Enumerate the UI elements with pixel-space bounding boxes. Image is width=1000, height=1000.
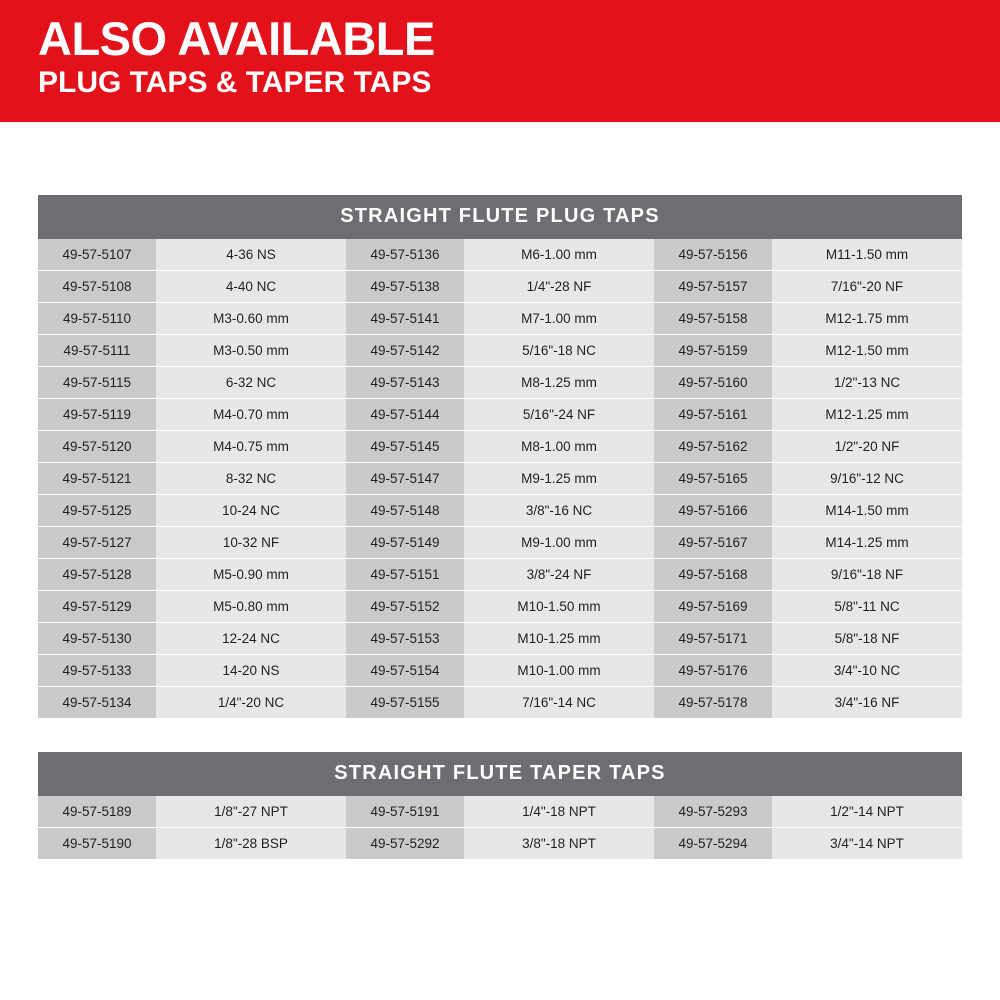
desc-cell: 14-20 NS: [156, 655, 346, 687]
desc-cell: M5-0.80 mm: [156, 591, 346, 623]
sku-cell: 49-57-5107: [38, 239, 156, 271]
sku-cell: 49-57-5159: [654, 335, 772, 367]
desc-cell: M12-1.75 mm: [772, 303, 962, 335]
sku-cell: 49-57-5178: [654, 687, 772, 719]
desc-cell: 10-32 NF: [156, 527, 346, 559]
desc-cell: M14-1.50 mm: [772, 495, 962, 527]
sku-cell: 49-57-5152: [346, 591, 464, 623]
sku-cell: 49-57-5111: [38, 335, 156, 367]
sku-cell: 49-57-5168: [654, 559, 772, 591]
desc-cell: M11-1.50 mm: [772, 239, 962, 271]
table-row: [38, 335, 962, 367]
sku-cell: 49-57-5148: [346, 495, 464, 527]
desc-cell: 3/8"-18 NPT: [464, 828, 654, 860]
desc-cell: 5/8"-11 NC: [772, 591, 962, 623]
desc-cell: 12-24 NC: [156, 623, 346, 655]
page-subtitle: PLUG TAPS & TAPER TAPS: [38, 66, 432, 99]
sku-cell: 49-57-5176: [654, 655, 772, 687]
desc-cell: 1/2"-14 NPT: [772, 796, 962, 828]
desc-cell: 9/16"-18 NF: [772, 559, 962, 591]
plug-taps-table-title: STRAIGHT FLUTE PLUG TAPS: [38, 195, 962, 239]
sku-cell: 49-57-5167: [654, 527, 772, 559]
table-row: [38, 303, 962, 335]
desc-cell: 5/16"-18 NC: [464, 335, 654, 367]
desc-cell: M3-0.50 mm: [156, 335, 346, 367]
sku-cell: 49-57-5121: [38, 463, 156, 495]
sku-cell: 49-57-5153: [346, 623, 464, 655]
desc-cell: 1/8"-28 BSP: [156, 828, 346, 860]
sku-cell: 49-57-5151: [346, 559, 464, 591]
sku-cell: 49-57-5119: [38, 399, 156, 431]
sku-cell: 49-57-5190: [38, 828, 156, 860]
sku-cell: 49-57-5134: [38, 687, 156, 719]
desc-cell: M8-1.25 mm: [464, 367, 654, 399]
desc-cell: 1/4"-28 NF: [464, 271, 654, 303]
sku-cell: 49-57-5144: [346, 399, 464, 431]
sku-cell: 49-57-5169: [654, 591, 772, 623]
tables-container: [0, 195, 1000, 859]
table-row: [38, 431, 962, 463]
sku-cell: 49-57-5161: [654, 399, 772, 431]
taper-taps-table-body: [38, 796, 962, 859]
desc-cell: M4-0.75 mm: [156, 431, 346, 463]
table-row: [38, 239, 962, 271]
table-row: [38, 399, 962, 431]
desc-cell: 1/2"-20 NF: [772, 431, 962, 463]
desc-cell: 3/4"-14 NPT: [772, 828, 962, 860]
sku-cell: 49-57-5165: [654, 463, 772, 495]
desc-cell: 5/16"-24 NF: [464, 399, 654, 431]
desc-cell: M12-1.25 mm: [772, 399, 962, 431]
sku-cell: 49-57-5292: [346, 828, 464, 860]
sku-cell: 49-57-5130: [38, 623, 156, 655]
sku-cell: 49-57-5162: [654, 431, 772, 463]
desc-cell: 1/4"-18 NPT: [464, 796, 654, 828]
desc-cell: 3/4"-10 NC: [772, 655, 962, 687]
sku-cell: 49-57-5294: [654, 828, 772, 860]
desc-cell: 1/2"-13 NC: [772, 367, 962, 399]
table-row: [38, 828, 962, 860]
table-row: [38, 271, 962, 303]
sku-cell: 49-57-5157: [654, 271, 772, 303]
desc-cell: M4-0.70 mm: [156, 399, 346, 431]
desc-cell: M10-1.25 mm: [464, 623, 654, 655]
desc-cell: M6-1.00 mm: [464, 239, 654, 271]
desc-cell: M7-1.00 mm: [464, 303, 654, 335]
header-banner: [0, 0, 1000, 122]
sku-cell: 49-57-5154: [346, 655, 464, 687]
desc-cell: 7/16"-20 NF: [772, 271, 962, 303]
plug-taps-table-body: [38, 239, 962, 718]
desc-cell: M8-1.00 mm: [464, 431, 654, 463]
sku-cell: 49-57-5191: [346, 796, 464, 828]
desc-cell: 10-24 NC: [156, 495, 346, 527]
sku-cell: 49-57-5293: [654, 796, 772, 828]
desc-cell: 3/8"-24 NF: [464, 559, 654, 591]
sku-cell: 49-57-5127: [38, 527, 156, 559]
page-title: ALSO AVAILABLE: [38, 12, 435, 65]
sku-cell: 49-57-5129: [38, 591, 156, 623]
desc-cell: M9-1.00 mm: [464, 527, 654, 559]
sku-cell: 49-57-5138: [346, 271, 464, 303]
table-row: [38, 687, 962, 719]
sku-cell: 49-57-5145: [346, 431, 464, 463]
sku-cell: 49-57-5155: [346, 687, 464, 719]
sku-cell: 49-57-5143: [346, 367, 464, 399]
desc-cell: M10-1.50 mm: [464, 591, 654, 623]
desc-cell: 1/4"-20 NC: [156, 687, 346, 719]
sku-cell: 49-57-5141: [346, 303, 464, 335]
sku-cell: 49-57-5166: [654, 495, 772, 527]
table-row: [38, 591, 962, 623]
table-row: [38, 527, 962, 559]
desc-cell: 5/8"-18 NF: [772, 623, 962, 655]
plug-taps-table: [38, 239, 962, 718]
taper-taps-table-block: [38, 752, 962, 859]
sku-cell: 49-57-5115: [38, 367, 156, 399]
table-row: [38, 367, 962, 399]
desc-cell: 4-40 NC: [156, 271, 346, 303]
sku-cell: 49-57-5108: [38, 271, 156, 303]
desc-cell: M14-1.25 mm: [772, 527, 962, 559]
desc-cell: 1/8"-27 NPT: [156, 796, 346, 828]
desc-cell: M12-1.50 mm: [772, 335, 962, 367]
table-row: [38, 623, 962, 655]
sku-cell: 49-57-5128: [38, 559, 156, 591]
table-row: [38, 655, 962, 687]
sku-cell: 49-57-5142: [346, 335, 464, 367]
desc-cell: 7/16"-14 NC: [464, 687, 654, 719]
table-row: [38, 495, 962, 527]
desc-cell: 4-36 NS: [156, 239, 346, 271]
taper-taps-table: [38, 796, 962, 859]
sku-cell: 49-57-5120: [38, 431, 156, 463]
sku-cell: 49-57-5147: [346, 463, 464, 495]
sku-cell: 49-57-5160: [654, 367, 772, 399]
taper-taps-table-title: STRAIGHT FLUTE TAPER TAPS: [38, 752, 962, 796]
desc-cell: 3/4"-16 NF: [772, 687, 962, 719]
desc-cell: M3-0.60 mm: [156, 303, 346, 335]
plug-taps-table-block: [38, 195, 962, 718]
table-row: [38, 463, 962, 495]
table-row: [38, 559, 962, 591]
sku-cell: 49-57-5156: [654, 239, 772, 271]
desc-cell: 3/8"-16 NC: [464, 495, 654, 527]
sku-cell: 49-57-5110: [38, 303, 156, 335]
desc-cell: 8-32 NC: [156, 463, 346, 495]
sku-cell: 49-57-5171: [654, 623, 772, 655]
sku-cell: 49-57-5189: [38, 796, 156, 828]
table-row: [38, 796, 962, 828]
desc-cell: 9/16"-12 NC: [772, 463, 962, 495]
sku-cell: 49-57-5136: [346, 239, 464, 271]
desc-cell: 6-32 NC: [156, 367, 346, 399]
sku-cell: 49-57-5133: [38, 655, 156, 687]
desc-cell: M9-1.25 mm: [464, 463, 654, 495]
sku-cell: 49-57-5125: [38, 495, 156, 527]
sku-cell: 49-57-5158: [654, 303, 772, 335]
desc-cell: M10-1.00 mm: [464, 655, 654, 687]
desc-cell: M5-0.90 mm: [156, 559, 346, 591]
sku-cell: 49-57-5149: [346, 527, 464, 559]
